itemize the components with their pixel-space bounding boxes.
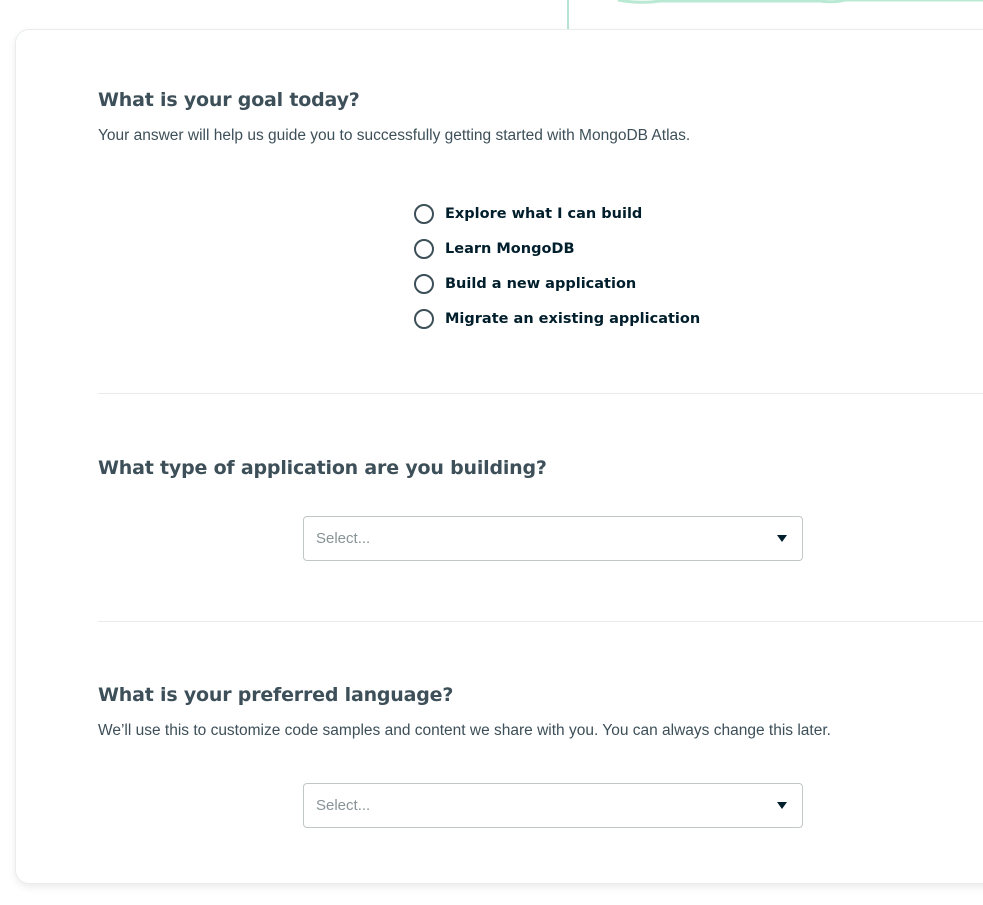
radio-button[interactable]: [414, 239, 434, 259]
language-question-title: What is your preferred language?: [98, 684, 454, 706]
radio-button[interactable]: [414, 204, 434, 224]
radio-label: Build a new application: [445, 275, 637, 292]
app-type-question-title: What type of application are you building?: [98, 457, 547, 479]
app-type-select[interactable]: [303, 516, 803, 561]
select-placeholder: Select...: [316, 530, 371, 547]
goal-section: [98, 88, 983, 327]
language-question-subtitle: We’ll use this to customize code samples and content we share with you. You can always change this later.: [98, 722, 831, 739]
radio-label: Learn MongoDB: [445, 240, 575, 257]
goal-radio-group: [414, 196, 700, 336]
section-divider: [98, 393, 983, 394]
radio-label: Migrate an existing application: [445, 310, 701, 327]
caret-down-icon: [777, 535, 787, 542]
radio-button[interactable]: [414, 309, 434, 329]
language-select[interactable]: [303, 783, 803, 828]
onboarding-card: [15, 29, 983, 884]
app-type-section: [98, 456, 983, 547]
goal-option-learn[interactable]: [414, 231, 700, 266]
radio-button[interactable]: [414, 274, 434, 294]
goal-option-migrate[interactable]: [414, 301, 700, 336]
goal-option-explore[interactable]: [414, 196, 700, 231]
goal-question-title: What is your goal today?: [98, 89, 360, 111]
section-divider: [98, 621, 983, 622]
radio-label: Explore what I can build: [445, 205, 643, 222]
select-placeholder: Select...: [316, 797, 371, 814]
language-section: [98, 683, 983, 814]
goal-option-build[interactable]: [414, 266, 700, 301]
goal-question-subtitle: Your answer will help us guide you to successfully getting started with MongoDB Atlas.: [98, 127, 691, 144]
caret-down-icon: [777, 802, 787, 809]
